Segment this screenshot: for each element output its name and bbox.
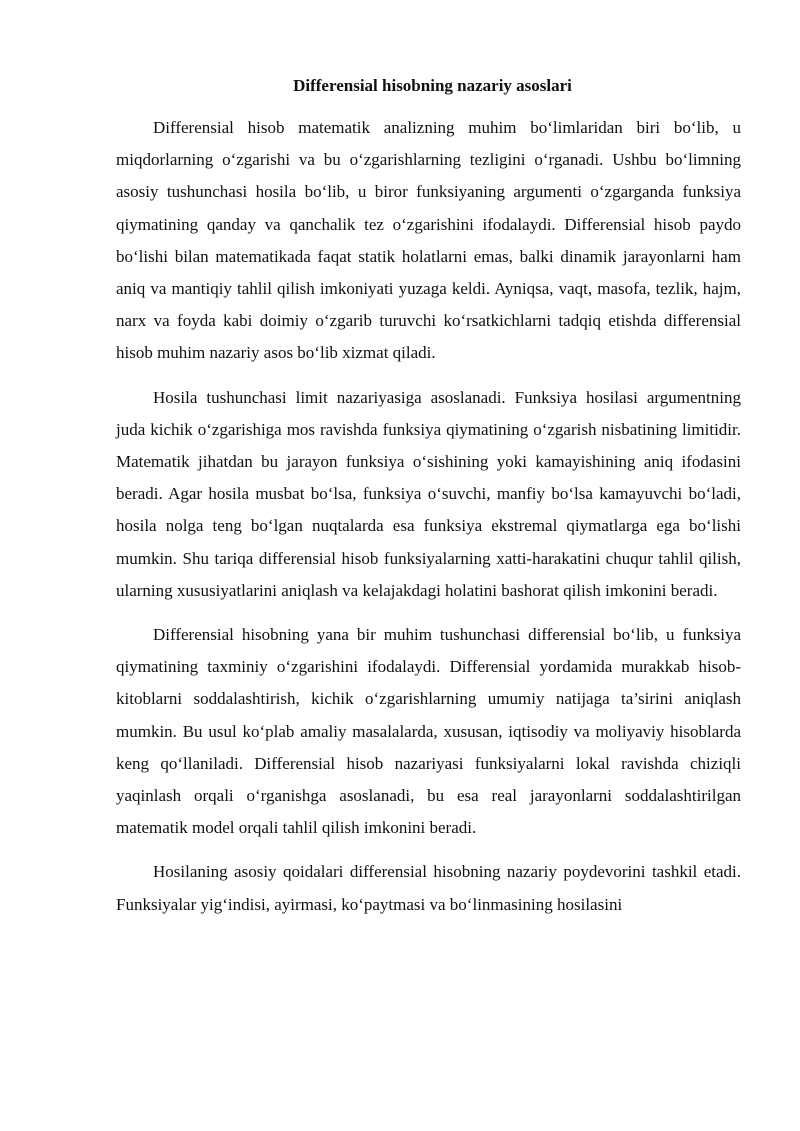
paragraph-1: Differensial hisob matematik analizning muhim bo‘limlaridan biri bo‘lib, u miqdorlarning o‘zgarishi va bu o‘zgarishlarning tezligini o‘rganadi. Ushbu bo‘limning asosiy tushunchasi hosila bo‘lib, u biror funksiyaning argumenti o‘zgarganda funksiya qiymatining qanday va qanchalik tez o‘zgarishini ifodalaydi. Differensial hisob paydo bo‘lishi bilan matematikada faqat statik holatlarni emas, balki dinamik jarayonlarni ham aniq va mantiqiy tahlil qilish imkoniyati yuzaga keldi. Ayniqsa, vaqt, masofa, tezlik, hajm, narx va foyda kabi doimiy o‘zgarib turuvchi ko‘rsatkichlarni tadqiq etishda differensial hisob muhim nazariy asos bo‘lib xizmat qiladi. [116, 118, 741, 363]
document-title: Differensial hisobning nazariy asoslari [293, 76, 572, 95]
document-page [116, 74, 741, 933]
paragraph-2: Hosila tushunchasi limit nazariyasiga asoslanadi. Funksiya hosilasi argumentning juda kichik o‘zgarishiga mos ravishda funksiya qiymatining o‘zgarish nisbatining limitidir. Matematik jihatdan bu jarayon funksiya o‘sishining yoki kamayishining aniq ifodasini beradi. Agar hosila musbat bo‘lsa, funksiya o‘suvchi, manfiy bo‘lsa kamayuvchi bo‘ladi, hosila nolga teng bo‘lgan nuqtalarda esa funksiya ekstremal qiymatlarga ega bo‘lishi mumkin. Shu tariqa differensial hisob funksiyalarning xatti-harakatini chuqur tahlil qilish, ularning xususiyatlarini aniqlash va kelajakdagi holatini bashorat qilish imkonini beradi. [116, 387, 741, 600]
paragraph-4: Hosilaning asosiy qoidalari differensial hisobning nazariy poydevorini tashkil etadi. Funksiyalar yig‘indisi, ayirmasi, ko‘paytmasi va bo‘linmasining hosilasini [116, 862, 741, 914]
paragraph-3: Differensial hisobning yana bir muhim tushunchasi differensial bo‘lib, u funksiya qiymatining taxminiy o‘zgarishini ifodalaydi. Differensial yordamida murakkab hisob-kitoblarni soddalashtirish, kichik o‘zgarishlarning umumiy natijaga ta’sirini aniqlash mumkin. Bu usul ko‘plab amaliy masalalarda, xususan, iqtisodiy va moliyaviy hisoblarda keng qo‘llaniladi. Differensial hisob nazariyasi funksiyalarni lokal ravishda chiziqli yaqinlash orqali o‘rganishga asoslanadi, bu esa real jarayonlarni soddalashtirilgan matematik model orqali tahlil qilish imkonini beradi. [116, 625, 741, 838]
